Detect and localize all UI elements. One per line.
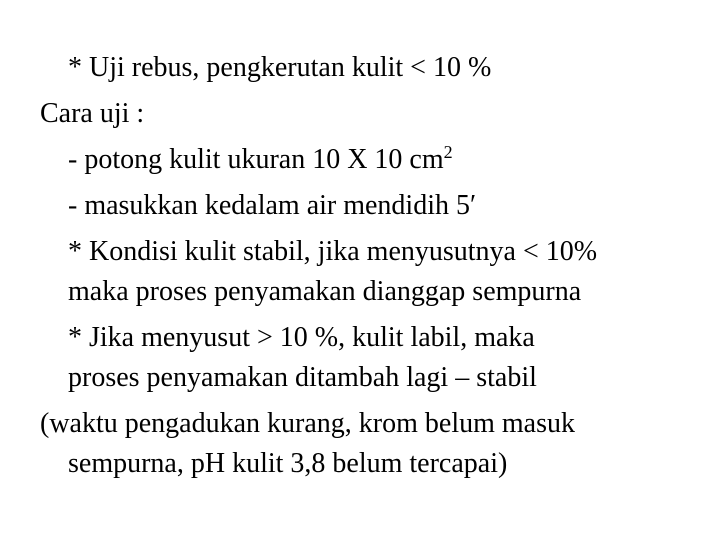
square-superscript: 2 [443,142,453,162]
labile-condition-continuation: proses penyamakan ditambah lagi – stabil [68,362,537,393]
test-method-heading: Cara uji : [40,98,145,129]
causes-note-continuation: sempurna, pH kulit 3,8 belum tercapai) [68,448,508,479]
stable-condition-continuation: maka proses penyamakan dianggap sempurna [68,276,582,307]
labile-condition-bullet: * Jika menyusut > 10 %, kulit labil, maka [68,322,535,353]
causes-note: (waktu pengadukan kurang, krom belum masuk [40,408,575,439]
boil-test-bullet: * Uji rebus, pengkerutan kulit < 10 % [68,52,492,83]
cut-sample-text: - potong kulit ukuran 10 X 10 cm [68,144,444,175]
boil-step: - masukkan kedalam air mendidih 5′ [68,190,477,221]
stable-condition-bullet: * Kondisi kulit stabil, jika menyusutnya < 10% [68,236,598,267]
cut-sample-step [68,144,453,178]
